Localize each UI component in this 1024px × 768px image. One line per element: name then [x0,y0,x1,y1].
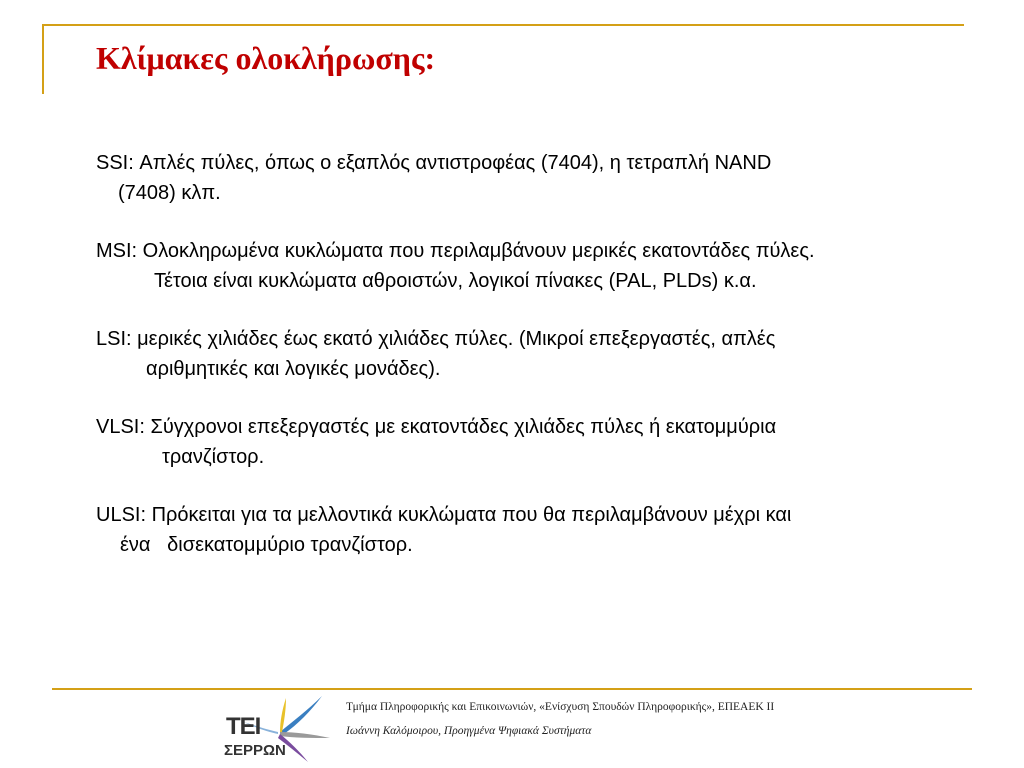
footer-rule [52,688,972,690]
list-item-line: SSI: Απλές πύλες, όπως ο εξαπλός αντιστροφέας (7404), η τετραπλή NAND [96,152,772,174]
slide-title: Κλίμακες ολοκλήρωσης: [96,40,436,76]
list-item-line: αριθμητικές και λογικές μονάδες). [146,358,441,380]
list-item-ulsi [96,500,976,560]
list-item-line: ένα δισεκατομμύριο τρανζίστορ. [120,534,413,556]
list-item-msi [96,236,976,296]
logo-text-serron: ΣΕΡΡΩΝ [224,742,286,759]
list-item-lsi [96,324,976,384]
list-item-line: τρανζίστορ. [162,446,265,468]
list-item-ssi [96,148,976,208]
list-item-line: MSI: Ολοκληρωμένα κυκλώματα που περιλαμβάνουν μερικές εκατοντάδες πύλες. [96,240,815,262]
slide-content [96,148,976,588]
list-item-line: VLSI: Σύγχρονοι επεξεργαστές με εκατοντάδες χιλιάδες πύλες ή εκατομμύρια [96,416,777,438]
left-frame-rule [42,26,44,94]
list-item-line: Τέτοια είναι κυκλώματα αθροιστών, λογικοί πίνακες (PAL, PLDs) κ.α. [154,270,757,292]
footer-department-text: Τμήμα Πληροφορικής και Επικοινωνιών, «Ενίσχυση Σπουδών Πληροφορικής», ΕΠΕΑΕΚ ΙΙ [346,701,775,713]
logo-text-tei: ΤΕΙ [226,713,261,740]
footer-author-text: Ιωάννη Καλόμοιρου, Προηγμένα Ψηφιακά Συστήματα [346,725,592,737]
list-item-line: LSI: μερικές χιλιάδες έως εκατό χιλιάδες πύλες. (Μικροί επεξεργαστές, απλές [96,328,776,350]
top-frame-rule [42,24,964,26]
list-item-vlsi [96,412,976,472]
list-item-line: ULSI: Πρόκειται για τα μελλοντικά κυκλώματα που θα περιλαμβάνουν μέχρι και [96,504,792,526]
list-item-line: (7408) κλπ. [118,182,221,204]
